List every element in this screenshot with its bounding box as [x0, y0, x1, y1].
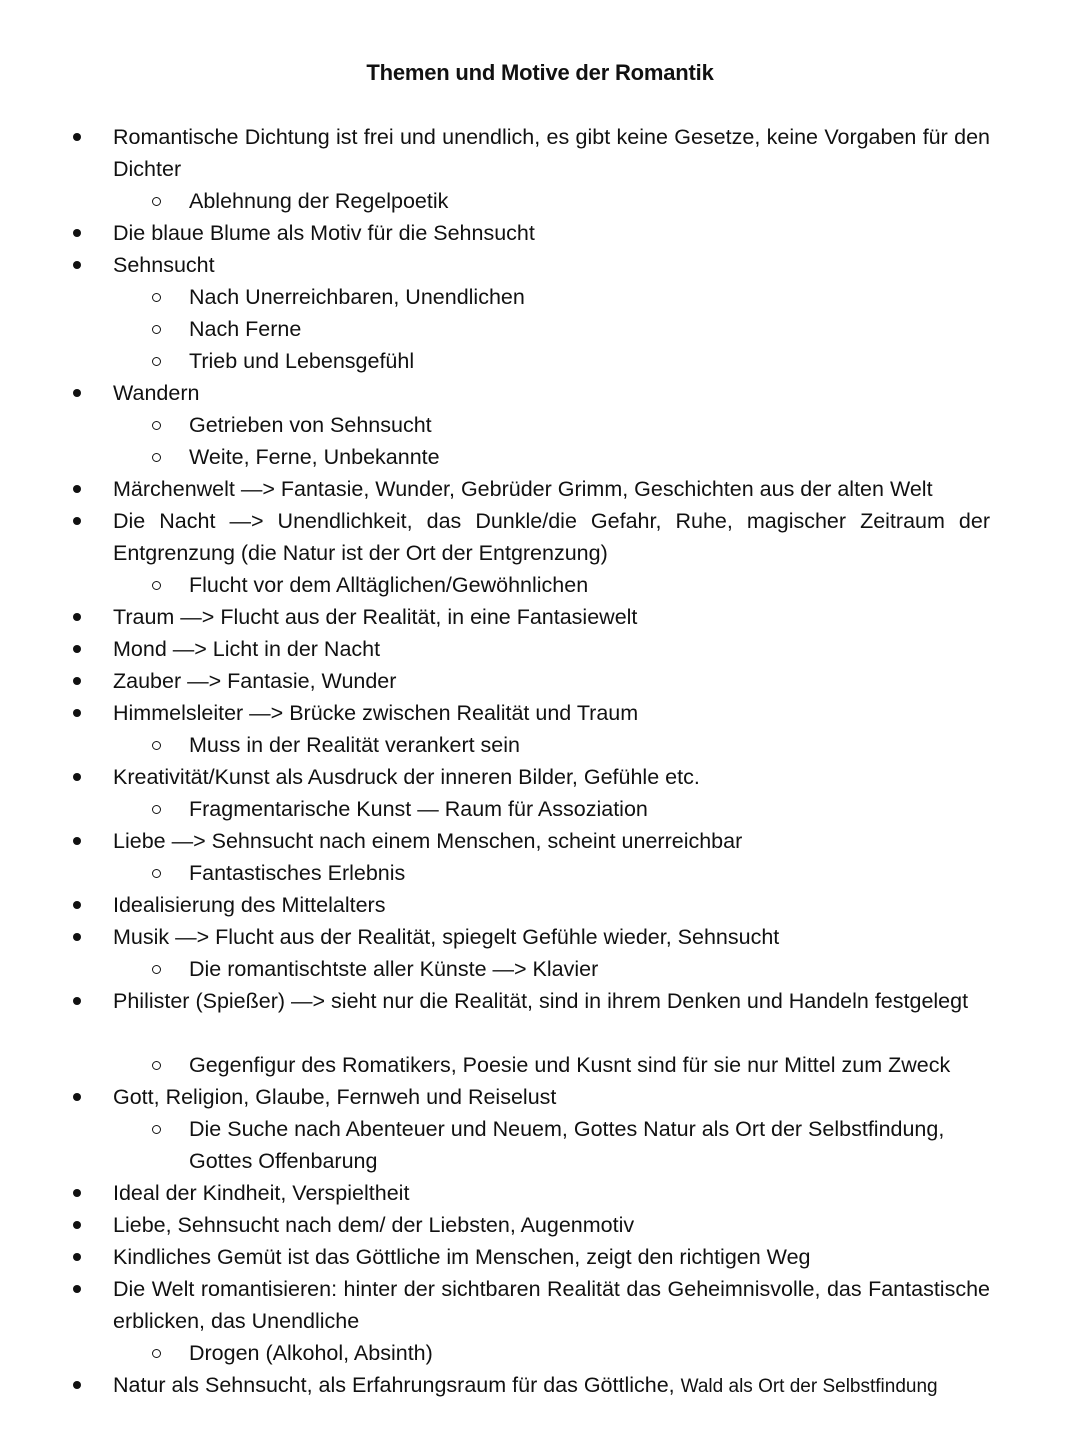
bullet-icon — [73, 261, 81, 269]
list-item-text-small: Wald als Ort der Selbstfindung — [680, 1376, 938, 1397]
list-item — [0, 377, 990, 409]
bullet-icon — [73, 389, 81, 397]
circle-bullet-icon — [152, 965, 161, 974]
list-item — [0, 505, 990, 569]
bullet-icon — [73, 1189, 81, 1197]
circle-bullet-icon — [152, 421, 161, 430]
sub-list-item — [0, 857, 990, 889]
list-item — [0, 985, 990, 1049]
list-item — [0, 825, 990, 857]
circle-bullet-icon — [152, 581, 161, 590]
list-item — [0, 1209, 990, 1241]
circle-bullet-icon — [152, 869, 161, 878]
circle-bullet-icon — [152, 293, 161, 302]
sub-list-item-text: Ablehnung der Regelpoetik — [189, 189, 449, 213]
list-item-text: Himmelsleiter —> Brücke zwischen Realität und Traum — [113, 701, 639, 725]
list-item-text: Philister (Spießer) —> sieht nur die Realität, sind in ihrem Denken und Handeln festgelegt — [113, 989, 969, 1013]
list-item-text: Ideal der Kindheit, Verspieltheit — [113, 1181, 410, 1205]
bullet-icon — [73, 837, 81, 845]
sub-list-item — [0, 281, 990, 313]
sub-list-item — [0, 345, 990, 377]
sub-list-item — [0, 313, 990, 345]
list-item — [0, 889, 990, 921]
sub-list-item-text: Weite, Ferne, Unbekannte — [189, 445, 440, 469]
page-title: Themen und Motive der Romantik — [366, 60, 714, 85]
list-item-text: Die Nacht —> Unendlichkeit, das Dunkle/die Gefahr, Ruhe, magischer Zeitraum der Entgrenzung (die Natur ist der Ort der Entgrenzung) — [113, 509, 990, 565]
list-item-text: Idealisierung des Mittelalters — [113, 893, 386, 917]
list-item — [0, 697, 990, 729]
sub-list-item — [0, 793, 990, 825]
bullet-icon — [73, 229, 81, 237]
bullet-icon — [73, 645, 81, 653]
list-item-text: Kindliches Gemüt ist das Göttliche im Menschen, zeigt den richtigen Weg — [113, 1245, 811, 1269]
list-item — [0, 601, 990, 633]
bullet-icon — [73, 709, 81, 717]
list-item-text: Die blaue Blume als Motiv für die Sehnsucht — [113, 221, 535, 245]
circle-bullet-icon — [152, 325, 161, 334]
list-item — [0, 121, 990, 185]
bullet-icon — [73, 133, 81, 141]
list-item-text: Natur als Sehnsucht, als Erfahrungsraum für das Göttliche, — [113, 1373, 675, 1397]
list-item-text: Sehnsucht — [113, 253, 215, 277]
sub-list-item — [0, 441, 990, 473]
list-item-text: Gott, Religion, Glaube, Fernweh und Reiselust — [113, 1085, 557, 1109]
bullet-icon — [73, 677, 81, 685]
bullet-icon — [73, 517, 81, 525]
bullet-icon — [73, 613, 81, 621]
list-item-text: Mond —> Licht in der Nacht — [113, 637, 381, 661]
list-item — [0, 1081, 990, 1113]
circle-bullet-icon — [152, 1125, 161, 1134]
list-item-text: Märchenwelt —> Fantasie, Wunder, Gebrüder Grimm, Geschichten aus der alten Welt — [113, 477, 933, 501]
list-item — [0, 1369, 990, 1401]
list-item-text: Musik —> Flucht aus der Realität, spiegelt Gefühle wieder, Sehnsucht — [113, 925, 780, 949]
sub-list-item-text: Drogen (Alkohol, Absinth) — [189, 1341, 433, 1365]
bullet-icon — [73, 997, 81, 1005]
sub-list-item-text: Fantastisches Erlebnis — [189, 861, 406, 885]
sub-list-item — [0, 729, 990, 761]
circle-bullet-icon — [152, 357, 161, 366]
sub-list-item — [0, 1337, 990, 1369]
sub-list-item — [0, 185, 990, 217]
circle-bullet-icon — [152, 1061, 161, 1070]
bullet-icon — [73, 901, 81, 909]
list-item-text: Die Welt romantisieren: hinter der sichtbaren Realität das Geheimnisvolle, das Fantastische erblicken, das Unendliche — [113, 1277, 990, 1333]
bullet-icon — [73, 1381, 81, 1389]
list-item — [0, 217, 990, 249]
sub-list-item-text: Fragmentarische Kunst — Raum für Assoziation — [189, 797, 648, 821]
list-item — [0, 1177, 990, 1209]
sub-list-item — [0, 1113, 990, 1177]
sub-list-item-text: Die romantischtste aller Künste —> Klavier — [189, 957, 599, 981]
topic-list — [0, 121, 1080, 1401]
sub-list-item-text: Gegenfigur des Romatikers, Poesie und Kusnt sind für sie nur Mittel zum Zweck — [189, 1053, 951, 1077]
sub-list-item-text: Trieb und Lebensgefühl — [189, 349, 415, 373]
bullet-icon — [73, 933, 81, 941]
circle-bullet-icon — [152, 741, 161, 750]
sub-list-item-text: Nach Ferne — [189, 317, 302, 341]
list-item — [0, 473, 990, 505]
bullet-icon — [73, 773, 81, 781]
circle-bullet-icon — [152, 453, 161, 462]
bullet-icon — [73, 1093, 81, 1101]
sub-list-item — [0, 953, 990, 985]
sub-list-item-text: Getrieben von Sehnsucht — [189, 413, 432, 437]
list-item — [0, 921, 990, 953]
list-item — [0, 665, 990, 697]
sub-list-item-text: Nach Unerreichbaren, Unendlichen — [189, 285, 525, 309]
sub-list-item-text: Die Suche nach Abenteuer und Neuem, Gottes Natur als Ort der Selbstfindung, Gottes Offenbarung — [189, 1117, 945, 1173]
list-item-text: Traum —> Flucht aus der Realität, in eine Fantasiewelt — [113, 605, 638, 629]
list-item-text: Kreativität/Kunst als Ausdruck der inneren Bilder, Gefühle etc. — [113, 765, 700, 789]
circle-bullet-icon — [152, 197, 161, 206]
list-item-text: Romantische Dichtung ist frei und unendlich, es gibt keine Gesetze, keine Vorgaben für den Dichter — [113, 125, 990, 181]
list-item-text: Liebe, Sehnsucht nach dem/ der Liebsten, Augenmotiv — [113, 1213, 635, 1237]
list-item-text: Zauber —> Fantasie, Wunder — [113, 669, 397, 693]
sub-list-item-text: Flucht vor dem Alltäglichen/Gewöhnlichen — [189, 573, 589, 597]
list-item-text: Wandern — [113, 381, 200, 405]
bullet-icon — [73, 1285, 81, 1293]
bullet-icon — [73, 485, 81, 493]
list-item — [0, 761, 990, 793]
circle-bullet-icon — [152, 805, 161, 814]
list-item — [0, 1273, 990, 1337]
list-item-text: Liebe —> Sehnsucht nach einem Menschen, scheint unerreichbar — [113, 829, 743, 853]
list-item — [0, 1241, 990, 1273]
sub-list-item — [0, 409, 990, 441]
circle-bullet-icon — [152, 1349, 161, 1358]
sub-list-item-text: Muss in der Realität verankert sein — [189, 733, 521, 757]
list-item — [0, 249, 990, 281]
sub-list-item — [0, 1049, 990, 1081]
bullet-icon — [73, 1253, 81, 1261]
bullet-icon — [73, 1221, 81, 1229]
sub-list-item — [0, 569, 990, 601]
list-item — [0, 633, 990, 665]
